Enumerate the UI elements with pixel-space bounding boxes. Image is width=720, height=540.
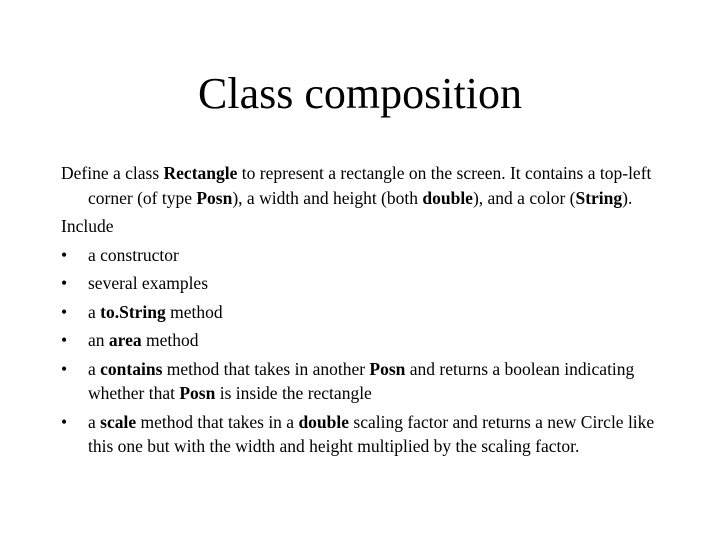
bullet-text: a constructor	[88, 244, 179, 265]
bullet-icon: •	[61, 330, 68, 350]
bullet-text: method that takes in a	[136, 411, 299, 432]
bullet-text: method	[141, 330, 199, 350]
intro-text-3: ), a width and height (both	[232, 187, 423, 208]
keyword-area: area	[108, 330, 142, 350]
intro-keyword-posn: Posn	[196, 187, 233, 208]
bullet-text: method that takes in another	[162, 358, 370, 379]
intro-text-5: ).	[622, 187, 633, 208]
intro-keyword-rectangle: Rectangle	[163, 163, 238, 183]
intro-keyword-string: String	[575, 187, 623, 208]
list-item-scale	[61, 410, 661, 459]
intro-text-4: ), and a color (	[472, 187, 576, 208]
bullet-text: scaling factor and returns a new Circle like this one but with the width and height multiplied by the scaling factor.	[88, 411, 655, 456]
list-item-area	[61, 328, 661, 353]
bullet-text: several examples	[88, 273, 209, 293]
bullet-text: a	[88, 358, 101, 379]
bullet-icon: •	[61, 273, 68, 293]
requirements-list	[61, 243, 661, 459]
bullet-icon: •	[61, 411, 68, 432]
keyword-tostring: to.String	[100, 301, 166, 322]
list-item-examples	[61, 271, 661, 296]
bullet-text: is inside the rectangle	[215, 383, 372, 403]
keyword-contains: contains	[100, 358, 163, 379]
bullet-icon: •	[61, 358, 68, 379]
bullet-icon: •	[61, 301, 68, 322]
bullet-text: method	[165, 301, 223, 322]
slide-body	[61, 161, 661, 463]
intro-text-1: Define a class	[61, 163, 164, 183]
keyword-double: double	[298, 411, 350, 432]
keyword-posn: Posn	[369, 358, 406, 379]
bullet-text: and returns a boolean indicating whether that	[88, 358, 635, 403]
list-item-contains	[61, 357, 661, 406]
bullet-icon: •	[61, 244, 68, 265]
intro-paragraph	[61, 161, 661, 210]
list-item-tostring	[61, 300, 661, 325]
keyword-posn: Posn	[179, 383, 216, 403]
bullet-text: an	[88, 330, 109, 350]
list-item-constructor	[61, 243, 661, 268]
include-label: Include	[61, 216, 114, 236]
slide-title: Class composition	[198, 69, 522, 118]
intro-keyword-double: double	[422, 187, 473, 208]
bullet-text: a	[88, 301, 101, 322]
bullet-text: a	[88, 411, 101, 432]
intro-text-2: to represent a rectangle on the screen. It contains a top-left corner (of type	[88, 163, 652, 208]
keyword-scale: scale	[100, 411, 137, 432]
